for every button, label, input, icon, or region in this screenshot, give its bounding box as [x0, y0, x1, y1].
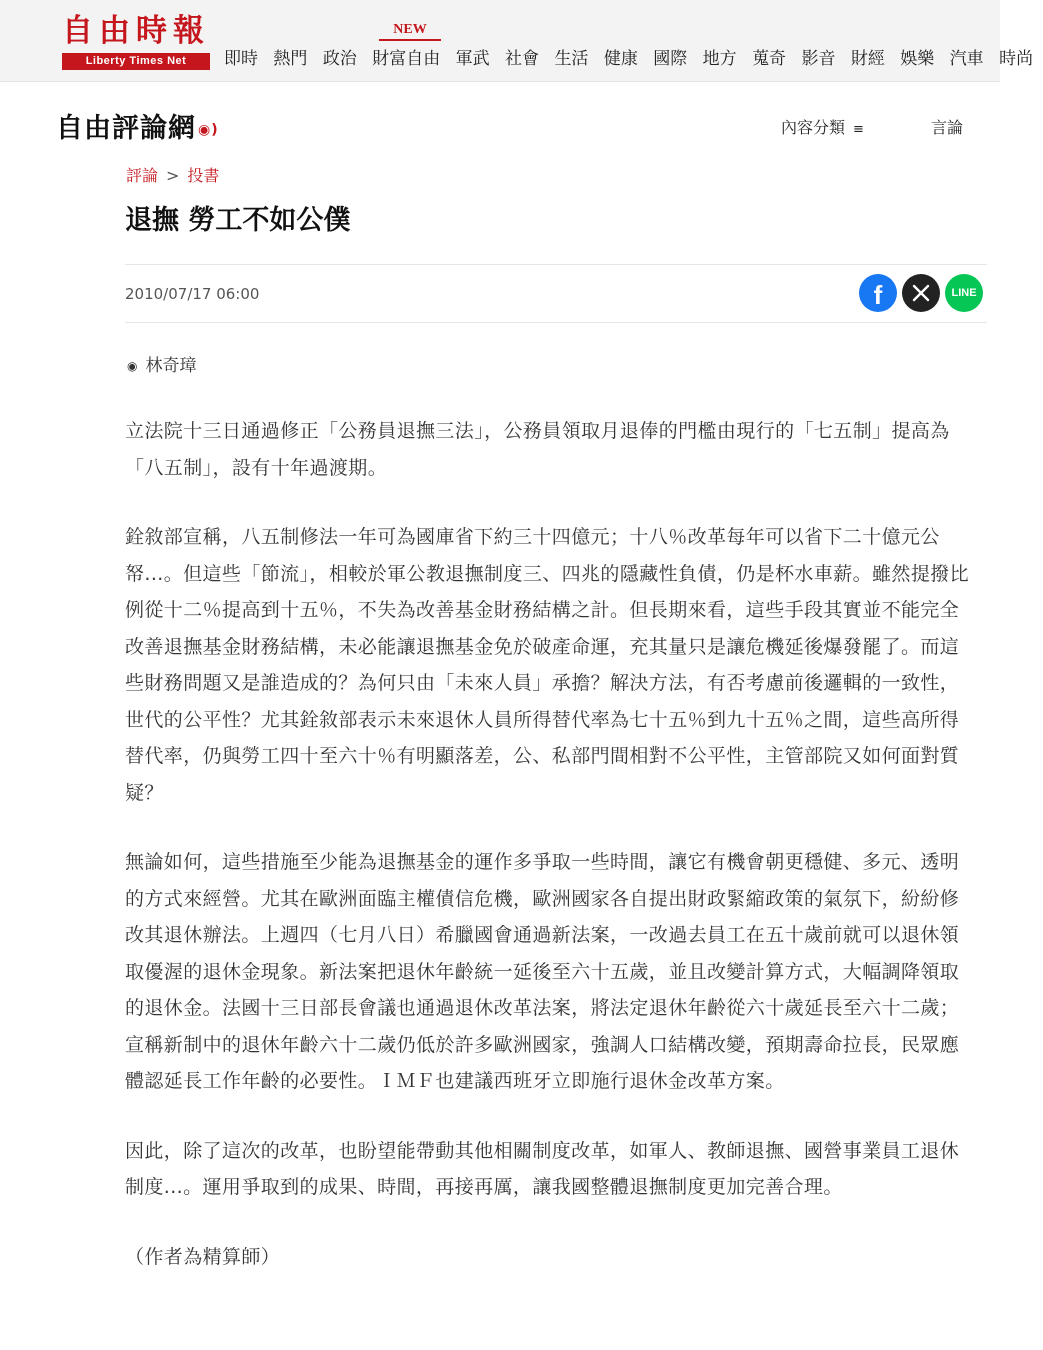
author-name: 林奇璋	[145, 356, 197, 376]
facebook-share-button[interactable]	[859, 274, 897, 312]
line-share-button[interactable]	[945, 274, 983, 312]
nav-item[interactable]: 健康	[603, 49, 638, 69]
article-author	[127, 351, 196, 376]
logo-english-text: Liberty Times Net	[62, 53, 210, 70]
breadcrumb-separator: >	[166, 166, 180, 185]
breadcrumb-letters[interactable]: 投書	[187, 166, 220, 185]
nav-item[interactable]: 蒐奇	[752, 49, 787, 69]
nav-item[interactable]: 地方	[702, 49, 737, 69]
breadcrumb	[126, 163, 219, 186]
nav-item[interactable]: 軍武	[455, 49, 490, 69]
liberty-times-logo[interactable]	[62, 12, 210, 70]
nav-item[interactable]: 汽車	[949, 49, 984, 69]
nav-item[interactable]: 財富自由	[372, 49, 441, 69]
divider	[125, 264, 987, 265]
bullet-icon: ◉	[127, 359, 138, 373]
divider	[125, 322, 987, 323]
paragraph: 因此，除了這次的改革，也盼望能帶動其他相關制度改革，如軍人、教師退撫、國營事業員工退休制度...。運用爭取到的成果、時間，再接再厲，讓我國整體退撫制度更加完善合理。	[125, 1139, 960, 1198]
top-navigation-bar	[0, 0, 1034, 82]
paragraph: 立法院十三日通過修正「公務員退撫三法」，公務員領取月退俸的門檻由現行的「七五制」提高為「八五制」，設有十年過渡期。	[125, 420, 950, 479]
speech-link[interactable]: 言論	[931, 118, 964, 137]
x-icon	[912, 284, 930, 302]
nav-item[interactable]: 時尚	[999, 49, 1034, 69]
nav-item[interactable]: 即時	[224, 49, 258, 69]
line-icon: LINE	[951, 287, 977, 299]
new-badge: NEW	[379, 22, 441, 41]
article-title: 退撫 勞工不如公僕	[125, 205, 351, 236]
nav-item[interactable]: 財經	[850, 49, 885, 69]
x-share-button[interactable]	[902, 274, 940, 312]
nav-item[interactable]: 國際	[653, 49, 688, 69]
article-date: 2010/07/17 06:00	[125, 285, 260, 303]
author-note: （作者為精算師）	[125, 1245, 281, 1268]
main-nav	[224, 44, 1043, 69]
logo-chinese-text: 自由時報	[62, 13, 210, 49]
section-header	[0, 100, 1000, 152]
facebook-icon: f	[873, 280, 883, 310]
nav-item[interactable]: 生活	[554, 49, 589, 69]
nav-item[interactable]: 熱門	[273, 49, 308, 69]
hamburger-icon: ≡	[853, 122, 864, 137]
opinion-site-name: 自由評論網	[56, 113, 196, 144]
sound-wave-icon: ◉)	[198, 121, 219, 138]
breadcrumb-opinion[interactable]: 評論	[126, 166, 159, 185]
article-body	[125, 413, 975, 1308]
nav-item[interactable]: 社會	[505, 49, 540, 69]
nav-item[interactable]: 娛樂	[900, 49, 935, 69]
paragraph: 無論如何，這些措施至少能為退撫基金的運作多爭取一些時間，讓它有機會朝更穩健、多元、透明的方式來經營。尤其在歐洲面臨主權債信危機，歐洲國家各自提出財政緊縮政策的氣氛下，紛紛修改其退休辦法。上週四（七月八日）希臘國會通過新法案，一改過去員工在五十歲前就可以退休領取優渥的退休金現象。新法案把退休年齡統一延後至六十五歲，並且改變計算方式，大幅調降領取的退休金。法國十三日部長會議也通過退休改革法案，將法定退休年齡從六十歲延長至六十二歲；宣稱新制中的退休年齡六十二歲仍低於許多歐洲國家，強調人口結構改變，預期壽命拉長，民眾應體認延長工作年齡的必要性。ＩＭＦ也建議西班牙立即施行退休金改革方案。	[125, 851, 960, 1092]
nav-item[interactable]: 政治	[322, 49, 357, 69]
category-menu-button[interactable]	[781, 115, 864, 138]
category-menu-label: 內容分類	[781, 118, 846, 137]
opinion-site-logo[interactable]	[56, 106, 219, 145]
nav-item[interactable]: 影音	[801, 49, 836, 69]
paragraph: 銓敘部宣稱，八五制修法一年可為國庫省下約三十四億元；十八％改革每年可以省下二十億元公帑...。但這些「節流」，相較於軍公教退撫制度三、四兆的隱藏性負債，仍是杯水車薪。雖然提撥比例從十二％提高到十五％，不失為改善基金財務結構之計。但長期來看，這些手段其實並不能完全改善退撫基金財務結構，未必能讓退撫基金免於破產命運，充其量只是讓危機延後爆發罷了。而這些財務問題又是誰造成的？為何只由「未來人員」承擔？解決方法，有否考慮前後邏輯的一致性，世代的公平性？尤其銓敘部表示未來退休人員所得替代率為七十五％到九十五％之間，這些高所得替代率，仍與勞工四十至六十％有明顯落差，公、私部門間相對不公平性，主管部院又如何面對質疑？	[125, 526, 970, 804]
share-buttons	[859, 274, 983, 312]
